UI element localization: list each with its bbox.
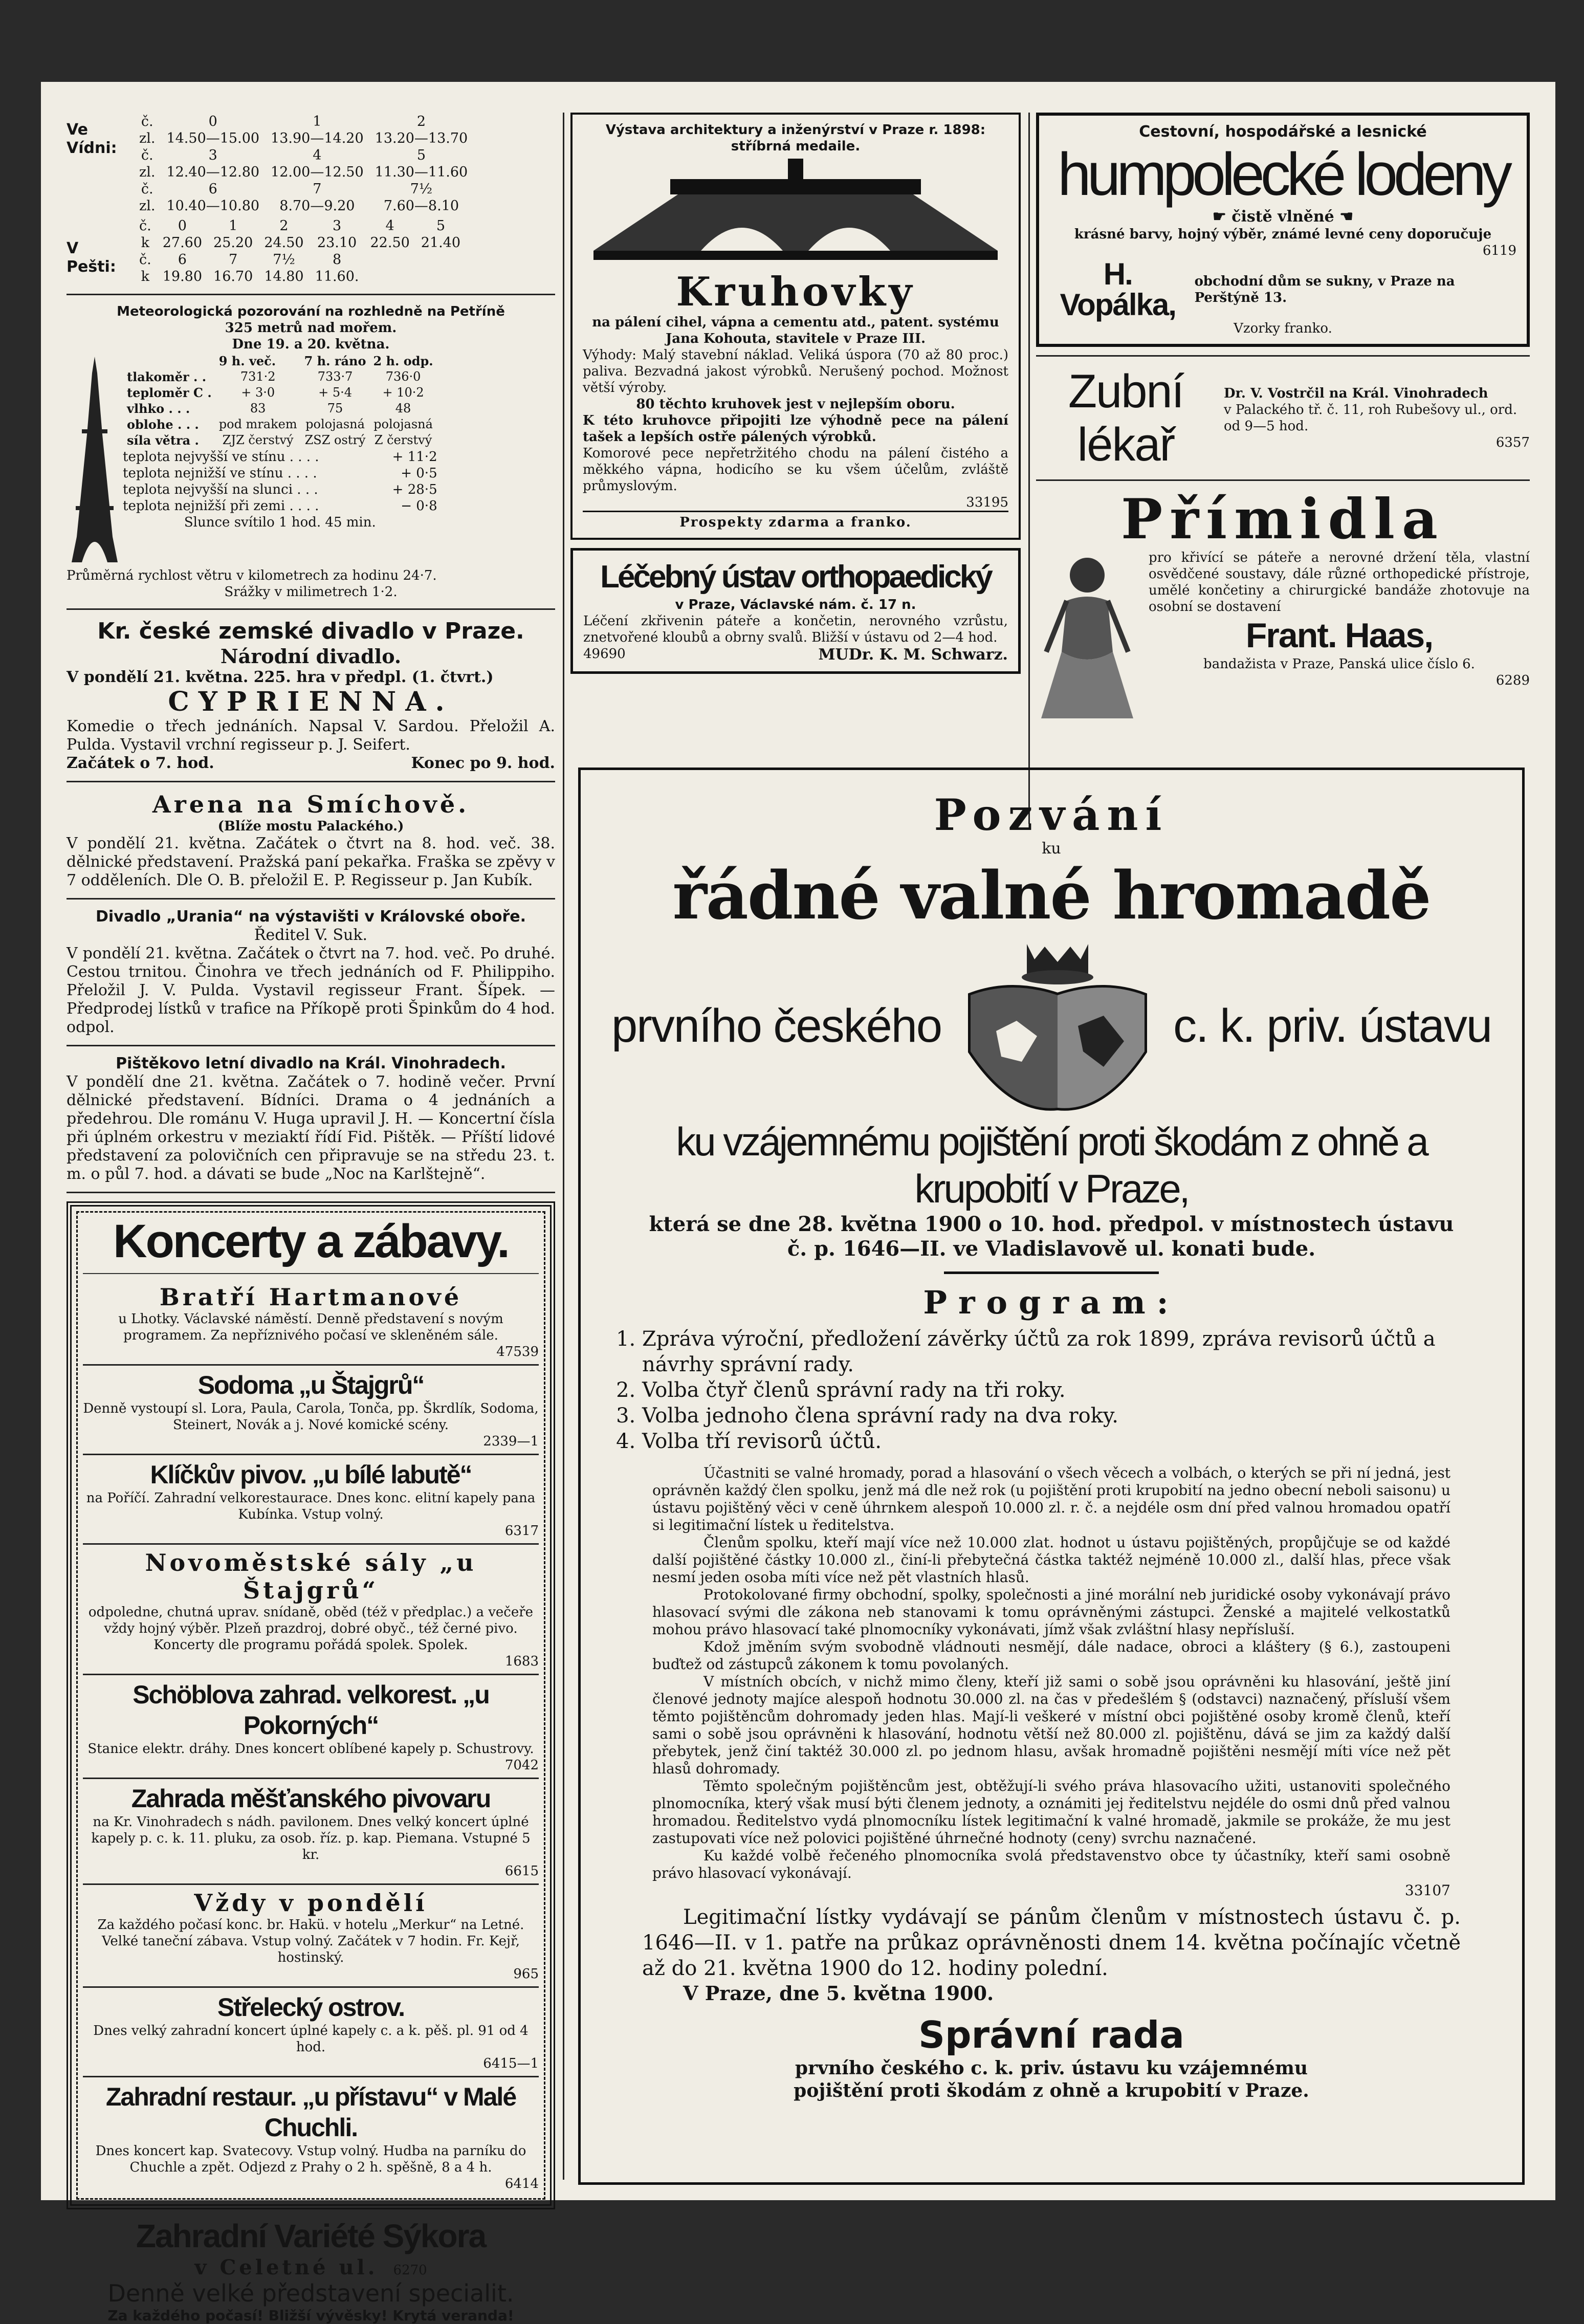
meteo-temp-row <box>123 481 437 498</box>
orthopaedic-ad <box>570 548 1021 674</box>
invitation-box <box>578 768 1525 2185</box>
rates-cell: 8.70—9.20 <box>279 198 355 214</box>
meteo-row <box>124 401 436 416</box>
meteo-cell: tlakoměr . . <box>127 369 207 384</box>
program-item: 3. Volba jednoho člena správní rady na dva roky. <box>642 1403 1491 1429</box>
concert-list <box>83 1279 539 2196</box>
rates-cell: 5 <box>436 218 446 234</box>
program-item: 4. Volba tří revisorů účtů. <box>642 1429 1491 1454</box>
theatre-start: Začátek o 7. hod. <box>67 754 214 772</box>
meteo-temp-label: teplota nejvyšší na slunci . . . <box>123 482 318 497</box>
kruhovky-text2: Komorové pece nepřetržitého chodu na pálení čistého a měkkého vápna, hodicího se ku všem účelům, zvláště průmyslovým. <box>583 446 1008 494</box>
meteo-row <box>124 417 436 432</box>
concert-text: na Kr. Vinohradech s nádh. pavilonem. Dnes velký koncert úplné kapely p. c. k. 11. pluku, za osob. říz. p. kap. Piemana. Vstupné 5 kr. <box>91 1814 531 1862</box>
variete-sub-row <box>67 2255 555 2279</box>
concert-code: 7042 <box>504 1758 539 1773</box>
concert-item <box>83 2077 539 2196</box>
pistek-section <box>67 1055 555 1183</box>
rates-cell <box>416 252 466 268</box>
concert-name: Schöblova zahrad. velkorest. „u Pokorných“ <box>133 1680 489 1740</box>
orthop-doctor: MUDr. K. M. Schwarz. <box>818 646 1008 664</box>
primidla-name: Frant. Haas, <box>1245 616 1433 655</box>
concert-name: Střelecký ostrov. <box>217 1993 405 2022</box>
orthop-text: Léčení zkřivenin páteře a končetin, nerovného vzrůstu, znetvořené kloubů a obrny svalů. Bližší v ústavu od 2—4 hod. <box>583 613 1008 645</box>
orthop-title: Léčebný ústav orthopaedický <box>600 559 991 595</box>
invite-board-sub: prvního českého c. k. priv. ústavu ku vzájemnému pojištění proti škodám z ohně a krupobití v Praze. <box>794 2057 1309 2101</box>
rates-row <box>134 218 466 234</box>
column-right <box>1036 113 1530 723</box>
meteo-cell: + 5·4 <box>318 385 352 400</box>
meteo-cell: síla větra . <box>127 433 199 448</box>
rates-vidni-table <box>133 113 474 215</box>
rates-cell: 2 <box>279 218 289 234</box>
concert-text: odpoledne, chutná uprav. snídaně, oběd (též v předplac.) a večeře vždy hojný výběr. Plzeň prazdroj, dobré obyč., též černé pivo. Koncerty dle programu pořádá spolek. Spolek. <box>88 1605 534 1653</box>
meteo-body <box>67 353 555 567</box>
rates-cell: zl. <box>139 198 156 214</box>
meteo-cell: + 10·2 <box>382 385 424 400</box>
kruhovky-expo: Výstava architektury a inženýrství v Praze r. 1898: stříbrná medaile. <box>605 122 986 154</box>
divider <box>67 608 555 610</box>
rates-cell <box>416 269 466 284</box>
meteo-section <box>67 303 555 600</box>
concert-item <box>83 1675 539 1779</box>
woman-corset-illustration <box>1036 550 1138 723</box>
rates-cell: č. <box>139 218 151 234</box>
program-item: 1. Zpráva výroční, předložení závěrky účtů za rok 1899, zpráva revisorů účtů a návrhy správní rady. <box>642 1326 1491 1377</box>
primidla-ad <box>1036 489 1530 723</box>
rates-cell: 23.10 <box>317 235 357 251</box>
meteo-cell: + 3·0 <box>241 385 275 400</box>
orthop-code: 49690 <box>583 646 626 662</box>
column-rule-1 <box>563 113 564 2180</box>
primidla-code: 6289 <box>1495 673 1530 688</box>
rates-cell <box>365 269 415 284</box>
rates-cell: 4 <box>385 218 394 234</box>
humpolec-clean: čistě vlněné <box>1231 208 1334 226</box>
program-title: Program: <box>923 1284 1180 1321</box>
theatre-section <box>67 618 555 773</box>
concert-code: 6615 <box>504 1863 539 1879</box>
concert-text: Za každého počasí konc. br. Hakü. v hotelu „Merkur“ na Letné. Velké taneční zábava. Vstup volný. Začátek v 7 hodin. Fr. Kejř, hostinský. <box>97 1917 524 1965</box>
concert-text: u Lhotky. Václavské náměstí. Denně představení s novým programem. Za nepříznivého počasí ve skleněném sále. <box>118 1311 503 1343</box>
urania-sub: Ředitel V. Suk. <box>254 926 368 944</box>
concert-item <box>83 1779 539 1885</box>
divider <box>67 294 555 295</box>
rates-cell: 7 <box>229 252 238 268</box>
dentist-ad <box>1036 365 1530 471</box>
meteo-temp-row <box>123 449 437 465</box>
rates-cell: 24.50 <box>264 235 304 251</box>
meteo-cell: 731·2 <box>240 369 276 384</box>
invite-para7-code: 33107 <box>1404 1882 1450 1899</box>
newspaper-page <box>41 82 1555 2324</box>
rates-cell: č. <box>141 147 153 163</box>
meteo-cell: ZJZ čerstvý <box>222 433 294 447</box>
concert-code: 6317 <box>504 1523 539 1539</box>
meteo-cell: ZSZ ostrý <box>304 433 366 447</box>
theatre-play: CYPRIENNA. <box>168 686 454 717</box>
concert-text: na Poříčí. Zahradní velkorestaurace. Dnes konc. elitní kapely pana Kubínka. Vstup volný. <box>86 1490 536 1522</box>
column-left <box>67 113 555 2324</box>
invite-emblem-row <box>611 934 1491 1118</box>
humpolec-name: H. Vopálka, <box>1060 257 1176 322</box>
divider <box>67 898 555 900</box>
meteo-cell: teploměr C . <box>127 385 212 400</box>
rates-cell: zl. <box>139 130 156 146</box>
rates-cell: 3 <box>208 147 217 163</box>
rates-cell <box>365 252 415 268</box>
rates-cell: 19.80 <box>162 269 203 284</box>
rates-cell: 0 <box>208 114 217 129</box>
humpolec-samples: Vzorky franko. <box>1234 321 1332 336</box>
rates-cell: 7½ <box>410 181 433 197</box>
concert-text: Denně vystoupí sl. Lora, Paula, Carola, Tonča, pp. Škrdlík, Sodoma, Steinert, Novák a j. Nové komické scény. <box>83 1401 539 1433</box>
meteo-cell: oblohe . . . <box>127 417 199 432</box>
humpolec-seller <box>1049 259 1516 320</box>
meteo-title: Meteorologická pozorování na rozhledně na Petříně <box>117 304 505 319</box>
concert-name: Zahrada měšťanského pivovaru <box>131 1784 491 1813</box>
humpolec-top: Cestovní, hospodářské a lesnické <box>1139 123 1427 141</box>
meteo-temp-value: + 28·5 <box>392 482 437 497</box>
rates-tables <box>133 113 474 286</box>
variete-ad <box>67 2217 555 2324</box>
invite-meeting: řádné valné hromadě <box>672 858 1431 934</box>
rates-row <box>134 198 473 214</box>
urania-text: V pondělí 21. května. Začátek o čtvrt na 7. hod. več. Po druhé. Cestou trnitou. Činohra ve třech jednáních od F. Philippiho. Přeložil J. V. Pulda. Vystavil regisseur Frant. Šípek. — Předprodej lístků v trafice na Příkopě proti Špinkům do 4 hod. odpol. <box>67 945 555 1036</box>
rates-cell: 13.90—14.20 <box>271 130 364 146</box>
concert-text: Stanice elektr. dráhy. Dnes koncert oblíbené kapely p. Schustrovy. <box>87 1741 534 1757</box>
pistek-title: Pištěkovo letní divadlo na Král. Vinohradech. <box>116 1055 506 1072</box>
humpolec-clean-row <box>1049 208 1516 226</box>
rates-pesti-table <box>133 217 467 286</box>
kruhovky-bold1: 80 těchto kruhovek jest v nejlepším oboru. <box>636 397 955 412</box>
meteo-temp-value: + 11·2 <box>392 449 437 465</box>
rates-row <box>134 147 473 163</box>
meteo-cell: polojasná <box>373 417 433 431</box>
primidla-text: pro křivící se páteře a nerovné držení těla, vlastní osvědčené soustavy, dále různé orthopedické přístroje, umělé končetiny a chirurgické bandáže zhotovuje na osobní se dostavení <box>1149 550 1530 615</box>
urania-title: Divadlo „Urania“ na výstavišti v Královské oboře. <box>95 908 526 926</box>
concert-code: 47539 <box>496 1344 539 1360</box>
humpolec-title: humpolecké lodeny <box>1058 141 1508 208</box>
invite-ku: ku <box>1042 840 1061 858</box>
rates-row <box>134 269 466 284</box>
invite-para5: V místních obcích, v nichž mimo členy, kteří již sami o sobě jsou oprávněni ku hlasování, ještě jiní členové jednoty majíce alespoň hodnotu 30.000 zl. na čas v předešlém § (odstavci) naznačený, přísluší všem těmto pojištěncům dohromady jeden hlas. Mají-li veškeré v místní obci pojištěné osoby kromě členů, kteří sami o sobě jsou oprávněni k hlasování, hodnotu větší než 80.000 zl. pojištěnu, dává se jim za každý další přebytek, jenž činí taktéž 30.000 zl. po jednom hlasu, avšak hromadně pojištěni nesmějí míti více než pět hlasů dohromady. <box>652 1673 1450 1777</box>
rates-cell: 8 <box>332 252 342 268</box>
zubni-info <box>1224 385 1530 451</box>
primidla-addr: bandažista v Praze, Panská ulice číslo 6. <box>1203 656 1475 672</box>
kruhovky-foot: Prospekty zdarma a franko. <box>583 511 1008 531</box>
meteo-head-cell: 9 h. več. <box>218 354 276 368</box>
rates-cell: zl. <box>139 164 156 180</box>
concert-name: Zahradní restaur. „u přístavu“ v Malé Chuchli. <box>105 2082 516 2142</box>
theatre-end: Konec po 9. hod. <box>411 754 555 772</box>
theatre-title: Kr. české zemské divadlo v Praze. <box>97 618 524 644</box>
meteo-cell: 733·7 <box>317 369 353 384</box>
humpolec-code: 6119 <box>1482 243 1516 258</box>
rates-cell: 16.70 <box>213 269 253 284</box>
hand-left-icon: ☛ <box>1212 208 1232 226</box>
rates-cell: 1 <box>229 218 238 234</box>
meteo-row <box>124 433 436 448</box>
invite-right: c. k. priv. ústavu <box>1173 1000 1491 1052</box>
rates-cell: 1 <box>313 114 322 129</box>
meteo-temp-row <box>123 498 437 514</box>
concert-code: 2339—1 <box>483 1434 539 1449</box>
concert-name: Klíčkův pivov. „u bílé labutě“ <box>150 1460 472 1489</box>
concert-code: 6414 <box>504 2176 539 2191</box>
rates-cell: k <box>141 235 150 251</box>
rates-cell: 22.50 <box>370 235 410 251</box>
rates-cell: 6 <box>178 252 187 268</box>
orthop-foot <box>583 646 1008 664</box>
rates-cell: 3 <box>332 218 342 234</box>
divider <box>1036 479 1530 481</box>
divider <box>83 1273 539 1274</box>
vidni-label: Ve Vídni: <box>67 121 117 157</box>
arena-text: V pondělí 21. května. Začátek o čtvrt na 8. hod. več. 38. dělnické představení. Pražská paní pekařka. Fraška se zpěvy v 7 odděleních. Dle O. B. přeložil E. P. Regisseur p. Jan Kubík. <box>67 835 555 889</box>
meteo-dates: Dne 19. a 20. května. <box>232 337 390 352</box>
rates-cell: 12.00—12.50 <box>271 164 364 180</box>
rates-cell: č. <box>139 252 151 268</box>
kruhovky-bold2: K této kruhovce připojiti lze výhodně pece na pálení tašek a lepších ostře pálených výrobků. <box>583 413 1008 445</box>
concerts-box <box>67 1201 555 2209</box>
arena-sub: (Blíže mostu Palackého.) <box>217 819 404 834</box>
meteo-cell: 736·0 <box>385 369 421 384</box>
rates-cell: 11.60. <box>315 269 359 284</box>
invite-para2: Členům spolku, kteří mají více než 10.000 zlat. hodnot u ústavu pojištěných, propůjčuje se od každé další pojištěné částky 10.000 zl., činí-li přebytečná částka taktéž nejméně 10.000 zl., další hlas, přece však nesmí jeden osoba míti více než pět vlastních hlasů. <box>652 1534 1450 1586</box>
invite-para1: Účastniti se valné hromady, porad a hlasování o všech věcech a volbách, o kterých se při ní jedná, jest oprávněn každý člen spolku, jenž má dle než rok (u pojištění proti krupobití na jedno obecní neboli saisonu) u ústavu pojištěný věci v ceně úhrnkem alespoň 10.000 zl. r. č. a nejdéle osm dní před valnou hromadou opatří si legitimační lístek u ředitelstva. <box>652 1464 1450 1533</box>
rates-cell: k <box>141 269 150 284</box>
divider <box>67 781 555 782</box>
zubni-doctor: Dr. V. Vostrčil na Král. Vinohradech <box>1224 386 1488 401</box>
zubni-addr: v Palackého tř. č. 11, roh Rubešovy ul., ord. od 9—5 hod. <box>1224 402 1517 434</box>
concert-item <box>83 1455 539 1545</box>
ornament-rule <box>944 1271 1159 1274</box>
meteo-temp-row <box>123 465 437 481</box>
divider <box>1036 355 1530 357</box>
kruhovky-ad <box>570 113 1021 540</box>
invite-when: která se dne 28. května 1900 o 10. hod. předpol. v místnostech ústavu č. p. 1646—II. ve Vladislavově ul. konati bude. <box>649 1212 1454 1261</box>
rates-row <box>134 164 473 180</box>
zubni-code: 6357 <box>1495 435 1530 450</box>
zubni-title: Zubní lékař <box>1068 365 1184 471</box>
rates-cell: 11.30—11.60 <box>375 164 468 180</box>
kruhovky-text: Výhody: Malý stavební náklad. Veliká úspora (70 až 80 proc.) paliva. Bezvadná jakost výrobků. Nerušený pochod. Možnost větší výroby. <box>583 347 1008 396</box>
meteo-rain: Srážky v milimetrech 1·2. <box>224 584 398 600</box>
invite-paragraphs <box>611 1454 1491 1899</box>
kruhovky-sub: na pálení cihel, vápna a cementu atd., patent. systému Jana Kohouta, stavitele v Praze III. <box>592 315 999 346</box>
concert-name: Sodoma „u Štajgrů“ <box>197 1371 424 1399</box>
variete-text: Denně velké představení specialit. <box>107 2279 514 2307</box>
meteo-head-cell: 7 h. ráno <box>304 354 366 368</box>
meteo-temp-value: − 0·8 <box>401 498 437 514</box>
rates-cell: 7.60—8.10 <box>383 198 459 214</box>
invite-para3: Protokolované firmy obchodní, spolky, společnosti a jiné morální neb juridické osoby vykonávají právo hlasovací svými dle zákona neb stanovami k tomu oprávněnými zástupci. Ženské a majitelé velkostatků mohou právo hlasovací také plnomocníky vykonávati, jímž však zvláštní hlasy nepřísluší. <box>652 1586 1450 1638</box>
kiln-illustration <box>583 159 1008 266</box>
column-middle <box>570 113 1021 674</box>
divider <box>67 1192 555 1193</box>
variete-code: 6270 <box>393 2263 427 2278</box>
program-item: 2. Volba čtyř členů správní rady na tři roky. <box>642 1377 1491 1403</box>
rates-row <box>134 130 473 146</box>
humpolec-addr: obchodní dům se sukny, v Praze na Perštýně 13. <box>1194 274 1455 305</box>
meteo-head-cell: 2 h. odp. <box>373 354 433 368</box>
concert-name: Vždy v pondělí <box>194 1889 428 1917</box>
meteo-cell: 75 <box>327 401 343 415</box>
rates-cell: 21.40 <box>421 235 461 251</box>
pesti-label: V Pešti: <box>67 239 116 276</box>
primidla-body <box>1036 550 1530 723</box>
concert-name: Bratří Hartmanové <box>159 1283 463 1311</box>
invite-left: prvního českého <box>611 1000 942 1052</box>
meteo-wind: Průměrná rychlost větru v kilometrech za hodinu 24·7. <box>67 568 437 583</box>
meteo-cell: 48 <box>395 401 411 415</box>
humpolec-text: krásné barvy, hojný výběr, známé levné ceny doporučuje <box>1074 227 1492 242</box>
divider <box>67 1045 555 1046</box>
rates-cell: 5 <box>416 147 426 163</box>
concert-name: Novoměstské sály „u Štajgrů“ <box>145 1549 477 1604</box>
hand-right-icon: ☚ <box>1334 208 1354 226</box>
coat-of-arms-emblem <box>950 934 1165 1118</box>
rates-cell: 4 <box>313 147 322 163</box>
concert-item <box>83 1545 539 1675</box>
arena-section <box>67 791 555 890</box>
invite-para7: Ku každé volbě řečeného plnomocníka svolá představenstvo obce ty účastníky, kteří sami osobně právo hlasovací vykonávají. <box>652 1847 1450 1881</box>
kruhovky-title: Kruhovky <box>676 269 915 315</box>
concert-text: Dnes koncert kap. Svatecovy. Vstup volný. Hudba na parníku do Chuchle a zpět. Odjezd z Prahy o 2 h. spěšně, 8 a 4 h. <box>95 2143 526 2175</box>
meteo-cell: pod mrakem <box>218 417 297 431</box>
rates-cell: 7 <box>313 181 322 197</box>
invite-board: Správní rada <box>918 2013 1184 2056</box>
rates-cell: 14.80 <box>264 269 304 284</box>
rates-labels <box>67 113 133 276</box>
petrin-tower-icon <box>67 353 123 567</box>
rates-row <box>134 181 473 197</box>
meteo-temp-label: teplota nejnižší ve stínu . . . . <box>123 466 317 481</box>
meteo-cell: vlhko . . . <box>127 401 190 416</box>
meteo-cell: polojasná <box>305 417 365 431</box>
primidla-info <box>1149 550 1530 723</box>
urania-section <box>67 908 555 1037</box>
concert-item <box>83 1885 539 1988</box>
meteo-temp-value: + 0·5 <box>401 466 437 481</box>
arena-title: Arena na Smíchově. <box>152 791 470 818</box>
variete-sub: v Celetné ul. <box>194 2255 378 2279</box>
invite-title: Pozvání <box>934 790 1169 840</box>
theatre-desc: Komedie o třech jednáních. Napsal V. Sardou. Přeložil A. Pulda. Vystavil vrchní regisseur p. J. Seifert. <box>67 717 555 754</box>
meteo-sun: Slunce svítilo 1 hod. 45 min. <box>184 515 376 530</box>
meteo-data <box>123 353 437 567</box>
concert-item <box>83 1279 539 1366</box>
theatre-line1: V pondělí 21. května. 225. hra v předpl. (1. čtvrt.) <box>67 668 494 686</box>
concert-item <box>83 1988 539 2077</box>
meteo-cell: Z čerstvý <box>374 433 432 447</box>
meteo-temp-label: teplota nejvyšší ve stínu . . . . <box>123 449 319 465</box>
concert-code: 1683 <box>504 1654 539 1669</box>
concert-item <box>83 1366 539 1455</box>
meteo-head-row <box>124 354 436 368</box>
rates-cell: 13.20—13.70 <box>375 130 468 146</box>
orthop-addr: v Praze, Václavské nám. č. 17 n. <box>675 597 916 612</box>
theatre-times <box>67 754 555 773</box>
invite-date: V Praze, dne 5. května 1900. <box>683 1982 994 2005</box>
rates-cell: 25.20 <box>213 235 253 251</box>
meteo-row <box>124 385 436 400</box>
concert-text: Dnes velký zahradní koncert úplné kapely c. a k. pěš. pl. 91 od 4 hod. <box>93 2023 529 2055</box>
rates-cell: 10.40—10.80 <box>166 198 260 214</box>
rates-cell: 0 <box>178 218 187 234</box>
concerts-title: Koncerty a zábavy. <box>113 1215 509 1267</box>
concert-code: 6415—1 <box>483 2056 539 2071</box>
humpolec-ad <box>1036 113 1530 347</box>
rates-cell: 14.50—15.00 <box>166 130 260 146</box>
rates-cell: 27.60 <box>162 235 203 251</box>
meteo-table <box>123 353 437 449</box>
program-list <box>611 1326 1491 1454</box>
invite-insurance: ku vzájemnému pojištění proti škodám z ohně a krupobití v Praze, <box>676 1119 1427 1211</box>
rates-cell: 7½ <box>273 252 295 268</box>
meteo-temp-label: teplota nejnižší při zemi . . . . <box>123 498 319 514</box>
rates-row <box>134 114 473 129</box>
theatre-national: Národní divadlo. <box>220 645 402 668</box>
primidla-title: Přímidla <box>1121 487 1445 552</box>
invite-legit: Legitimační lístky vydávají se pánům členům v místnostech ústavu č. p. 1646—II. v 1. patře na průkaz oprávněnosti dnem 14. května počínajíc včetně až do 21. května 1900 do 12. hodiny polední. <box>642 1905 1461 1980</box>
rates-cell: 12.40—12.80 <box>166 164 260 180</box>
meteo-sub: 325 metrů nad mořem. <box>225 320 397 336</box>
concert-code: 965 <box>513 1966 539 1982</box>
invite-para4: Kdož jměním svým svobodně vládnouti nesmějí, dále nadace, obroci a kláštery (§ 6.), zastoupeni buďtež od zástupců zákonem k tomu povolaných. <box>652 1638 1450 1673</box>
meteo-temps <box>123 449 437 514</box>
kruhovky-code: 33195 <box>966 495 1008 510</box>
rates-cell: č. <box>141 114 153 129</box>
pistek-text: V pondělí dne 21. května. Začátek o 7. hodině večer. První dělnické představení. Bídníci. Drama o 4 jednáních a předehrou. Dle románu V. Huga upravil J. H. — Koncertní čísla při úplném orkestru v meziaktí řídí Fid. Pištěk. — Příští lidové představení za polovičních cen připravuje se na středu 23. t. m. o půl 7. hod. a dávati se bude „Noc na Karlštejně“. <box>67 1073 555 1183</box>
rates-row <box>134 235 466 251</box>
rates-cell: 6 <box>208 181 217 197</box>
rates-cell: č. <box>141 181 153 197</box>
rates-row <box>134 252 466 268</box>
meteo-cell: 83 <box>250 401 266 415</box>
variete-foot: Za každého počasí! Bližší vývěsky! Krytá veranda! <box>107 2307 514 2324</box>
variete-title: Zahradní Variété Sýkora <box>136 2218 486 2254</box>
column-rule-2 <box>1028 113 1030 824</box>
meteo-row <box>124 369 436 384</box>
rates-cell: 2 <box>416 114 426 129</box>
grain-rates <box>67 113 555 286</box>
invite-para6: Těmto společným pojištěncům jest, obtěžují-li svého práva hlasovacího užiti, ustanoviti společného plnomocníka, který však musí býti členem jednoty, a oznámiti jej ředitelstvu nejdéle do osmi dnů před valnou hromadou. Ředitelstvo vydá plnomocníku lístek legitimační k valné hromadě, jakmile se prokáže, že mu jest zastupovati více než polovici pojištěné úhrnečné hodnoty (ceny) svrchu naznačené. <box>652 1778 1450 1847</box>
